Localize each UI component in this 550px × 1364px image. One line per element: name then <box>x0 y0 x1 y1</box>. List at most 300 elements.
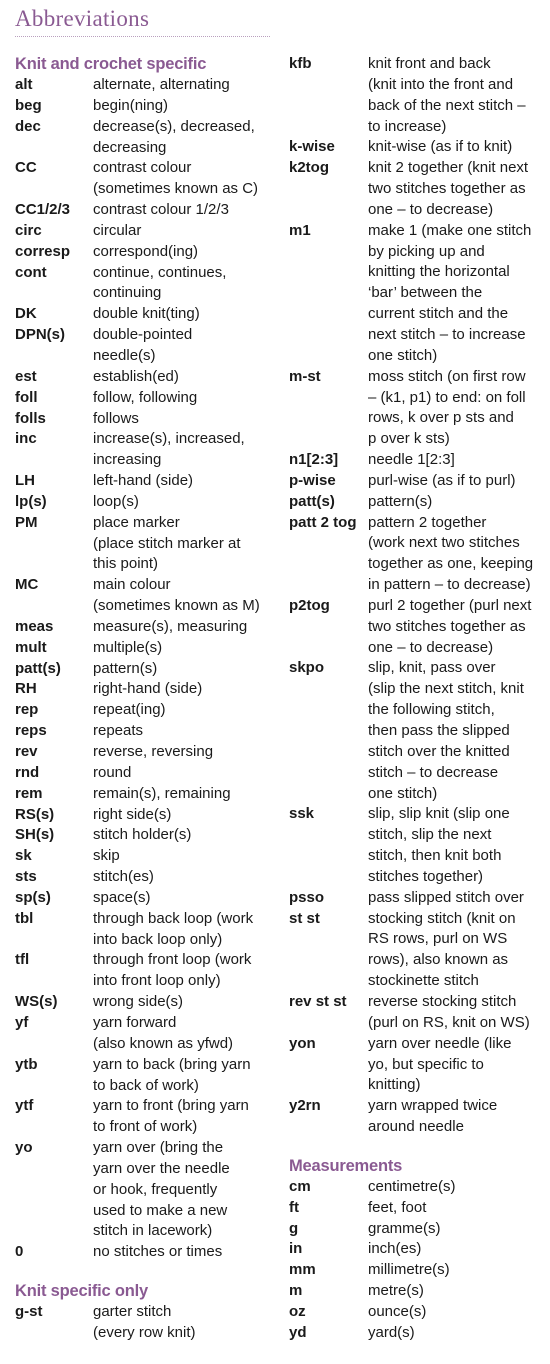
definition-line: circular <box>93 221 142 239</box>
definition-line: next stitch – to increase <box>368 325 526 343</box>
definition-line: yarn forward <box>93 1013 177 1031</box>
definition-line: to back of work) <box>93 1076 199 1094</box>
abbreviation-term: p-wise <box>289 471 336 489</box>
definition-line: stitches together) <box>368 867 484 885</box>
abbreviation-entry <box>15 909 277 951</box>
abbreviation-entry <box>15 75 277 96</box>
abbreviation-term: k-wise <box>289 138 335 156</box>
abbreviation-term: mult <box>15 638 47 656</box>
abbreviation-term: circ <box>15 221 42 239</box>
definition-line: metre(s) <box>368 1282 424 1300</box>
abbreviation-definition <box>93 909 277 951</box>
abbreviation-entry <box>15 117 277 159</box>
definition-line: in pattern – to decrease) <box>368 576 531 594</box>
definition-line: slip, knit, pass over <box>368 659 496 677</box>
abbreviation-term: patt(s) <box>15 659 61 677</box>
abbreviation-entry <box>289 1219 544 1240</box>
abbreviation-definition <box>93 1013 277 1055</box>
abbreviation-entry <box>15 805 277 826</box>
definition-line: follow, following <box>93 388 198 406</box>
definition-line: (every row knit) <box>93 1323 196 1341</box>
abbreviation-term: rep <box>15 701 39 719</box>
abbreviation-definition <box>93 263 277 305</box>
definition-line: RS rows, purl on WS <box>368 930 508 948</box>
abbreviation-term: cm <box>289 1177 311 1195</box>
abbreviation-list-measurements <box>289 1177 544 1344</box>
abbreviation-entry <box>289 137 544 158</box>
abbreviation-definition <box>368 1281 544 1302</box>
abbreviation-entry <box>15 1055 277 1097</box>
definition-line: the following stitch, <box>368 701 495 719</box>
definition-line: yarn to back (bring yarn <box>93 1055 251 1073</box>
abbreviation-definition <box>368 513 544 596</box>
abbreviation-term: st st <box>289 909 320 927</box>
definition-line: decrease(s), decreased, <box>93 117 255 135</box>
abbreviation-definition <box>93 1242 277 1263</box>
abbreviation-definition <box>93 575 277 617</box>
page-title: Abbreviations <box>15 6 150 31</box>
definition-line: centimetre(s) <box>368 1177 456 1195</box>
definition-line: or hook, frequently <box>93 1180 218 1198</box>
abbreviation-entry <box>289 1198 544 1219</box>
abbreviation-definition <box>368 1219 544 1240</box>
abbreviation-entry <box>15 617 277 638</box>
left-column <box>15 54 277 1344</box>
definition-line: moss stitch (on first row <box>368 367 526 385</box>
abbreviation-term: k2tog <box>289 159 330 177</box>
abbreviation-definition <box>93 492 277 513</box>
abbreviation-entry <box>15 492 277 513</box>
abbreviation-term: m-st <box>289 367 321 385</box>
abbreviation-entry <box>15 263 277 305</box>
definition-line: one – to decrease) <box>368 638 494 656</box>
abbreviation-definition <box>93 888 277 909</box>
definition-line: back of the next stitch – <box>368 96 526 114</box>
definition-line: then pass the slipped <box>368 722 510 739</box>
definition-line: used to make a new <box>93 1201 228 1219</box>
definition-line: rows), also known as <box>368 951 509 969</box>
definition-line: garter stitch <box>93 1303 172 1321</box>
definition-line: stockinette stitch <box>368 972 479 990</box>
abbreviation-definition <box>368 888 544 909</box>
definition-line: yard(s) <box>368 1323 415 1341</box>
abbreviation-entry <box>15 429 277 471</box>
abbreviation-definition <box>93 75 277 96</box>
abbreviation-definition <box>93 429 277 471</box>
abbreviation-term: patt 2 tog <box>289 513 357 531</box>
abbreviation-entry <box>15 158 277 200</box>
definition-line: knit 2 together (knit next <box>368 159 529 177</box>
definition-line: around needle <box>368 1118 464 1136</box>
definition-line: knitting the horizontal <box>368 263 510 281</box>
abbreviation-definition <box>368 1198 544 1219</box>
abbreviation-term: g-st <box>15 1303 43 1321</box>
abbreviation-entry <box>15 242 277 263</box>
abbreviation-entry <box>15 367 277 388</box>
abbreviation-definition <box>368 804 544 887</box>
abbreviation-definition <box>368 137 544 158</box>
definition-line: increasing <box>93 451 162 469</box>
definition-line: stitch in lacework) <box>93 1222 213 1240</box>
abbreviation-term: beg <box>15 96 42 114</box>
abbreviation-entry <box>289 221 544 367</box>
abbreviation-definition <box>93 992 277 1013</box>
abbreviation-term: yf <box>15 1013 29 1031</box>
definition-line: through front loop (work <box>93 951 252 969</box>
abbreviation-definition <box>368 1323 544 1344</box>
abbreviation-entry <box>289 992 544 1034</box>
abbreviation-list-knit <box>289 54 544 1138</box>
definition-line: stitch(es) <box>93 868 154 886</box>
abbreviation-entry <box>15 638 277 659</box>
abbreviation-term: m1 <box>289 221 311 239</box>
abbreviation-definition <box>93 325 277 367</box>
definition-line: begin(ning) <box>93 96 169 114</box>
abbreviation-term: CC <box>15 159 37 177</box>
abbreviation-term: RS(s) <box>15 805 55 823</box>
definition-line: contrast colour <box>93 159 192 177</box>
abbreviation-term: CC1/2/3 <box>15 201 71 219</box>
abbreviation-term: rev st st <box>289 992 347 1010</box>
abbreviation-term: mm <box>289 1261 316 1279</box>
abbreviation-entry <box>15 763 277 784</box>
abbreviation-definition <box>93 221 277 242</box>
abbreviation-term: DPN(s) <box>15 326 66 344</box>
definition-line: stitch holder(s) <box>93 826 192 844</box>
abbreviation-term: LH <box>15 472 35 490</box>
definition-line: establish(ed) <box>93 367 179 385</box>
definition-line: knit-wise (as if to knit) <box>368 138 513 156</box>
definition-line: skip <box>93 847 120 865</box>
definition-line: stitch over the knitted <box>368 742 510 760</box>
abbreviation-term: meas <box>15 617 54 635</box>
definition-line: (sometimes known as C) <box>93 180 259 198</box>
definition-line: this point) <box>93 555 159 573</box>
abbreviation-definition <box>93 117 277 159</box>
abbreviation-term: alt <box>15 76 33 93</box>
abbreviation-definition <box>93 200 277 221</box>
abbreviation-term: reps <box>15 722 47 740</box>
abbreviation-entry <box>289 1239 544 1260</box>
abbreviation-definition <box>93 158 277 200</box>
abbreviation-definition <box>93 242 277 263</box>
definition-line: stitch, then knit both <box>368 847 502 865</box>
abbreviation-entry <box>15 409 277 430</box>
abbreviation-definition <box>368 1239 544 1260</box>
abbreviation-definition <box>93 617 277 638</box>
abbreviation-term: foll <box>15 388 38 406</box>
definition-line: round <box>93 763 132 781</box>
definition-line: two stitches together as <box>368 180 526 198</box>
definition-line: continue, continues, <box>93 263 227 281</box>
section-heading-knit-only: Knit specific only <box>15 1282 149 1301</box>
definition-line: place marker <box>93 513 180 531</box>
abbreviation-definition <box>93 513 277 576</box>
definition-line: multiple(s) <box>93 638 163 656</box>
abbreviation-term: yon <box>289 1034 316 1052</box>
definition-line: slip, slip knit (slip one <box>368 805 510 823</box>
definition-line: contrast colour 1/2/3 <box>93 201 229 219</box>
definition-line: needle(s) <box>93 346 156 364</box>
abbreviation-term: patt(s) <box>289 492 335 510</box>
definition-line: follows <box>93 409 139 427</box>
definition-line: alternate, alternating <box>93 76 230 93</box>
abbreviation-definition <box>368 492 544 513</box>
abbreviation-term: lp(s) <box>15 492 47 510</box>
abbreviation-term: 0 <box>15 1243 24 1261</box>
abbreviation-entry <box>15 784 277 805</box>
abbreviation-term: tfl <box>15 951 30 969</box>
abbreviation-entry <box>289 450 544 471</box>
abbreviation-term: inc <box>15 430 37 448</box>
abbreviation-definition <box>93 763 277 784</box>
abbreviation-definition <box>368 1177 544 1198</box>
definition-line: current stitch and the <box>368 305 509 323</box>
abbreviation-definition <box>368 992 544 1034</box>
definition-line: two stitches together as <box>368 617 526 635</box>
definition-line: into front loop only) <box>93 972 221 990</box>
abbreviation-entry <box>15 200 277 221</box>
abbreviation-list-knit-crochet <box>15 75 277 1263</box>
abbreviation-term: rnd <box>15 763 40 781</box>
abbreviation-term: est <box>15 367 37 385</box>
abbreviation-definition <box>93 950 277 992</box>
definition-line: double knit(ting) <box>93 305 200 323</box>
definition-line: ‘bar’ between the <box>368 284 483 302</box>
abbreviation-definition <box>368 221 544 367</box>
abbreviation-definition <box>368 909 544 992</box>
abbreviation-entry <box>289 492 544 513</box>
definition-line: pass slipped stitch over <box>368 888 524 906</box>
abbreviation-term: WS(s) <box>15 993 58 1011</box>
abbreviation-entry <box>289 888 544 909</box>
definition-line: (work next two stitches <box>368 534 520 552</box>
abbreviation-term: rem <box>15 784 43 802</box>
abbreviation-definition <box>368 596 544 659</box>
definition-line: reverse stocking stitch <box>368 992 517 1010</box>
definition-line: yarn over (bring the <box>93 1139 224 1157</box>
definition-line: knitting) <box>368 1076 421 1094</box>
abbreviation-definition <box>93 784 277 805</box>
abbreviation-term: rev <box>15 743 38 760</box>
abbreviation-entry <box>15 742 277 763</box>
abbreviation-definition <box>93 659 277 680</box>
abbreviation-entry <box>15 950 277 992</box>
definition-line: pattern(s) <box>368 492 433 510</box>
definition-line: needle 1[2:3] <box>368 451 455 469</box>
abbreviation-term: ytb <box>15 1055 38 1073</box>
abbreviation-definition <box>368 1096 544 1138</box>
abbreviation-term: m <box>289 1282 303 1300</box>
definition-line: (knit into the front and <box>368 75 514 93</box>
definition-line: feet, foot <box>368 1198 427 1216</box>
abbreviation-entry <box>289 658 544 804</box>
abbreviation-definition <box>93 846 277 867</box>
definition-line: – (k1, p1) to end: on foll <box>368 388 526 406</box>
abbreviation-entry <box>15 721 277 742</box>
abbreviation-term: skpo <box>289 659 325 677</box>
abbreviation-definition <box>93 1138 277 1242</box>
abbreviation-definition <box>93 304 277 325</box>
definition-line: gramme(s) <box>368 1219 441 1237</box>
abbreviation-entry <box>15 867 277 888</box>
abbreviation-term: oz <box>289 1302 306 1320</box>
abbreviation-entry <box>15 1013 277 1055</box>
definition-line: stitch – to decrease <box>368 763 499 781</box>
abbreviation-definition <box>93 367 277 388</box>
definition-line: reverse, reversing <box>93 743 214 760</box>
definition-line: make 1 (make one stitch <box>368 221 532 239</box>
definition-line: loop(s) <box>93 492 139 510</box>
abbreviation-term: cont <box>15 263 47 281</box>
definition-line: repeats <box>93 722 144 740</box>
abbreviation-term: PM <box>15 513 38 531</box>
definition-line: wrong side(s) <box>93 993 184 1011</box>
abbreviation-definition <box>93 1302 277 1344</box>
section-heading-measurements: Measurements <box>289 1156 403 1175</box>
abbreviation-definition <box>368 450 544 471</box>
abbreviation-term: corresp <box>15 242 71 260</box>
definition-line: double-pointed <box>93 326 193 344</box>
definition-line: pattern(s) <box>93 659 158 677</box>
abbreviation-definition <box>93 825 277 846</box>
definition-line: (purl on RS, knit on WS) <box>368 1013 530 1031</box>
abbreviation-term: sp(s) <box>15 888 51 906</box>
abbreviation-entry <box>15 888 277 909</box>
abbreviation-entry <box>289 1302 544 1323</box>
abbreviation-entry <box>15 700 277 721</box>
abbreviation-entry <box>15 1302 277 1344</box>
abbreviation-term: y2rn <box>289 1097 321 1115</box>
abbreviation-definition <box>93 679 277 700</box>
definition-line: to increase) <box>368 117 447 135</box>
definition-line: knit front and back <box>368 55 491 72</box>
abbreviation-term: p2tog <box>289 596 330 614</box>
definition-line: space(s) <box>93 888 151 906</box>
definition-line: no stitches or times <box>93 1243 223 1261</box>
abbreviation-entry <box>289 1034 544 1097</box>
definition-line: one – to decrease) <box>368 200 494 218</box>
abbreviation-entry <box>15 1138 277 1242</box>
definition-line: (also known as yfwd) <box>93 1034 234 1052</box>
section-heading-knit-crochet: Knit and crochet specific <box>15 55 207 73</box>
abbreviation-term: MC <box>15 576 39 594</box>
definition-line: remain(s), remaining <box>93 784 231 802</box>
abbreviation-entry <box>15 575 277 617</box>
abbreviation-definition <box>93 742 277 763</box>
definition-line: right-hand (side) <box>93 680 203 698</box>
abbreviation-entry <box>289 1281 544 1302</box>
definition-line: main colour <box>93 576 171 594</box>
definition-line: through back loop (work <box>93 909 254 927</box>
abbreviation-entry <box>289 909 544 992</box>
abbreviation-entry <box>15 325 277 367</box>
abbreviation-term: folls <box>15 409 46 427</box>
abbreviation-term: kfb <box>289 55 312 72</box>
definition-line: pattern 2 together <box>368 513 487 531</box>
abbreviation-term: g <box>289 1219 299 1237</box>
definition-line: right side(s) <box>93 805 172 823</box>
abbreviation-definition <box>368 367 544 450</box>
definition-line: stitch, slip the next <box>368 826 492 844</box>
abbreviation-term: DK <box>15 305 37 323</box>
abbreviation-term: psso <box>289 888 325 906</box>
abbreviation-entry <box>289 471 544 492</box>
abbreviation-definition <box>93 409 277 430</box>
abbreviation-entry <box>289 158 544 221</box>
abbreviation-definition <box>93 388 277 409</box>
definition-line: inch(es) <box>368 1240 422 1258</box>
definition-line: purl 2 together (purl next <box>368 596 532 614</box>
abbreviation-definition <box>93 700 277 721</box>
abbreviation-entry <box>289 367 544 450</box>
abbreviation-entry <box>15 221 277 242</box>
definition-line: decreasing <box>93 138 167 156</box>
definition-line: (slip the next stitch, knit <box>368 680 524 698</box>
abbreviation-definition <box>93 471 277 492</box>
abbreviation-definition <box>93 721 277 742</box>
definition-line: millimetre(s) <box>368 1261 450 1279</box>
abbreviation-definition <box>93 96 277 117</box>
abbreviation-entry <box>15 1096 277 1138</box>
abbreviation-entry <box>15 1242 277 1263</box>
right-column <box>289 54 544 1344</box>
abbreviation-entry <box>15 992 277 1013</box>
abbreviation-term: RH <box>15 680 37 698</box>
definition-line: one stitch) <box>368 784 438 802</box>
definition-line: continuing <box>93 284 162 302</box>
definition-line: to front of work) <box>93 1118 198 1136</box>
abbreviation-list-knit-only <box>15 1302 277 1344</box>
abbreviation-term: SH(s) <box>15 826 55 844</box>
abbreviation-definition <box>93 1096 277 1138</box>
definition-line: yarn over the needle <box>93 1159 230 1177</box>
abbreviation-term: n1[2:3] <box>289 451 339 469</box>
abbreviation-term: sts <box>15 868 37 886</box>
abbreviation-entry <box>15 825 277 846</box>
abbreviation-definition <box>93 638 277 659</box>
abbreviation-entry <box>289 54 544 137</box>
abbreviation-entry <box>15 96 277 117</box>
abbreviation-definition <box>368 471 544 492</box>
definition-line: yarn over needle (like <box>368 1034 512 1052</box>
abbreviation-entry <box>289 1177 544 1198</box>
abbreviation-definition <box>368 1302 544 1323</box>
abbreviation-entry <box>289 1260 544 1281</box>
abbreviation-entry <box>289 1096 544 1138</box>
definition-line: (place stitch marker at <box>93 534 241 552</box>
abbreviation-term: dec <box>15 117 41 135</box>
abbreviation-term: sk <box>15 847 32 865</box>
abbreviation-term: in <box>289 1240 303 1258</box>
definition-line: stocking stitch (knit on <box>368 909 516 927</box>
abbreviation-definition <box>93 867 277 888</box>
definition-line: p over k sts) <box>368 430 450 448</box>
definition-line: into back loop only) <box>93 930 223 948</box>
definition-line: left-hand (side) <box>93 472 194 490</box>
definition-line: yarn wrapped twice <box>368 1097 498 1115</box>
definition-line: by picking up and <box>368 242 485 260</box>
abbreviation-term: ft <box>289 1198 299 1216</box>
abbreviation-entry <box>15 304 277 325</box>
abbreviation-definition <box>368 658 544 804</box>
abbreviation-definition <box>93 805 277 826</box>
definition-line: correspond(ing) <box>93 242 199 260</box>
abbreviation-definition <box>368 158 544 221</box>
definition-line: increase(s), increased, <box>93 430 245 448</box>
abbreviation-entry <box>15 659 277 680</box>
abbreviation-entry <box>289 1323 544 1344</box>
